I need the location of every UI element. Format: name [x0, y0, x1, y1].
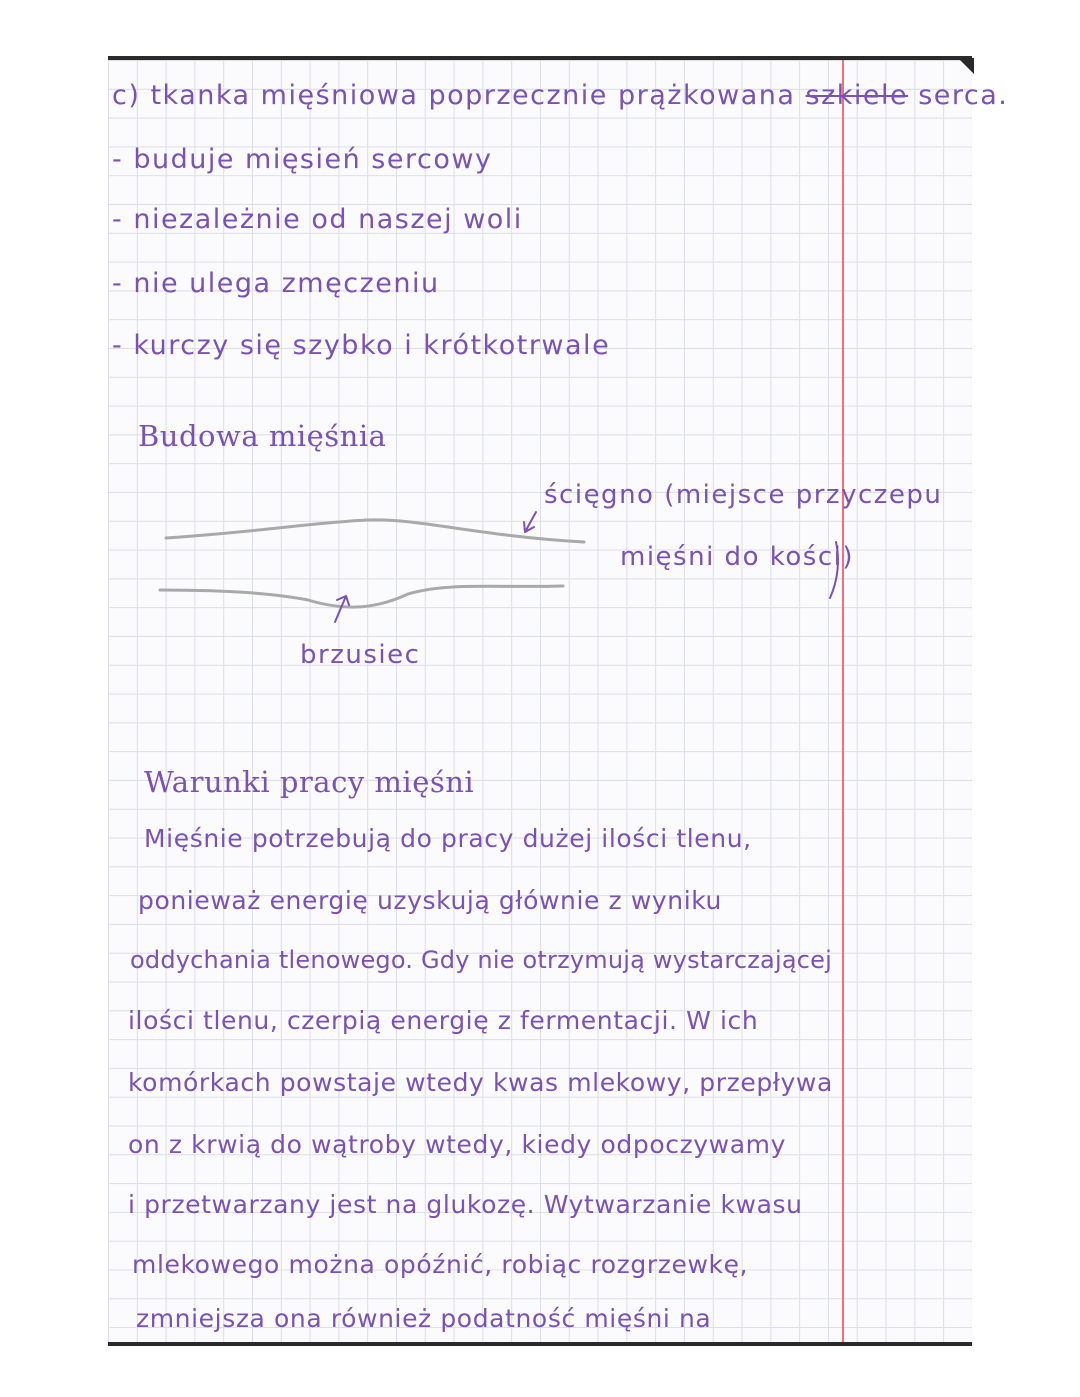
paragraph-line: zmniejsza ona również podatność mięśni na [136, 1304, 712, 1333]
paragraph-line: oddychania tlenowego. Gdy nie otrzymują wystarczającej [130, 946, 832, 974]
muscle-outline-bottom [160, 586, 563, 607]
paragraph-line: ponieważ energię uzyskują głównie z wyniku [138, 886, 723, 915]
bullet-item: - kurczy się szybko i krótkotrwale [112, 330, 611, 361]
struck-word: szkiele [805, 80, 909, 111]
paragraph-line: on z krwią do wątroby wtedy, kiedy odpoczywamy [128, 1130, 786, 1159]
tissue-heading-text: c) tkanka mięśniowa poprzecznie prążkowana [112, 80, 796, 111]
paragraph-line: komórkach powstaje wtedy kwas mlekowy, przepływa [128, 1068, 833, 1097]
paragraph-line: mlekowego można opóźnić, robiąc rozgrzewkę, [132, 1250, 749, 1279]
paragraph-line: i przetwarzany jest na glukozę. Wytwarzanie kwasu [128, 1190, 803, 1219]
belly-arrow [335, 596, 349, 622]
paragraph-line: ilości tlenu, czerpią energię z fermentacji. W ich [128, 1006, 759, 1035]
section-title-conditions: Warunki pracy mięśni [144, 765, 475, 799]
section-title-structure: Budowa mięśnia [138, 419, 387, 453]
bullet-item: - buduje mięsień sercowy [112, 144, 493, 175]
muscle-outline-top [166, 520, 584, 542]
tendon-label-cont: mięśni do kości) [620, 542, 854, 572]
belly-label: brzusiec [300, 640, 421, 670]
tendon-arrow [524, 512, 536, 532]
bullet-item: - nie ulega zmęczeniu [112, 268, 440, 299]
paragraph-line: Mięśnie potrzebują do pracy dużej ilości tlenu, [144, 824, 752, 853]
bullet-item: - niezależnie od naszej woli [112, 204, 523, 235]
notebook-page [108, 56, 1009, 1346]
tendon-label: ścięgno (miejsce przyczepu [544, 480, 943, 510]
tissue-heading-end: serca. [918, 80, 1009, 111]
